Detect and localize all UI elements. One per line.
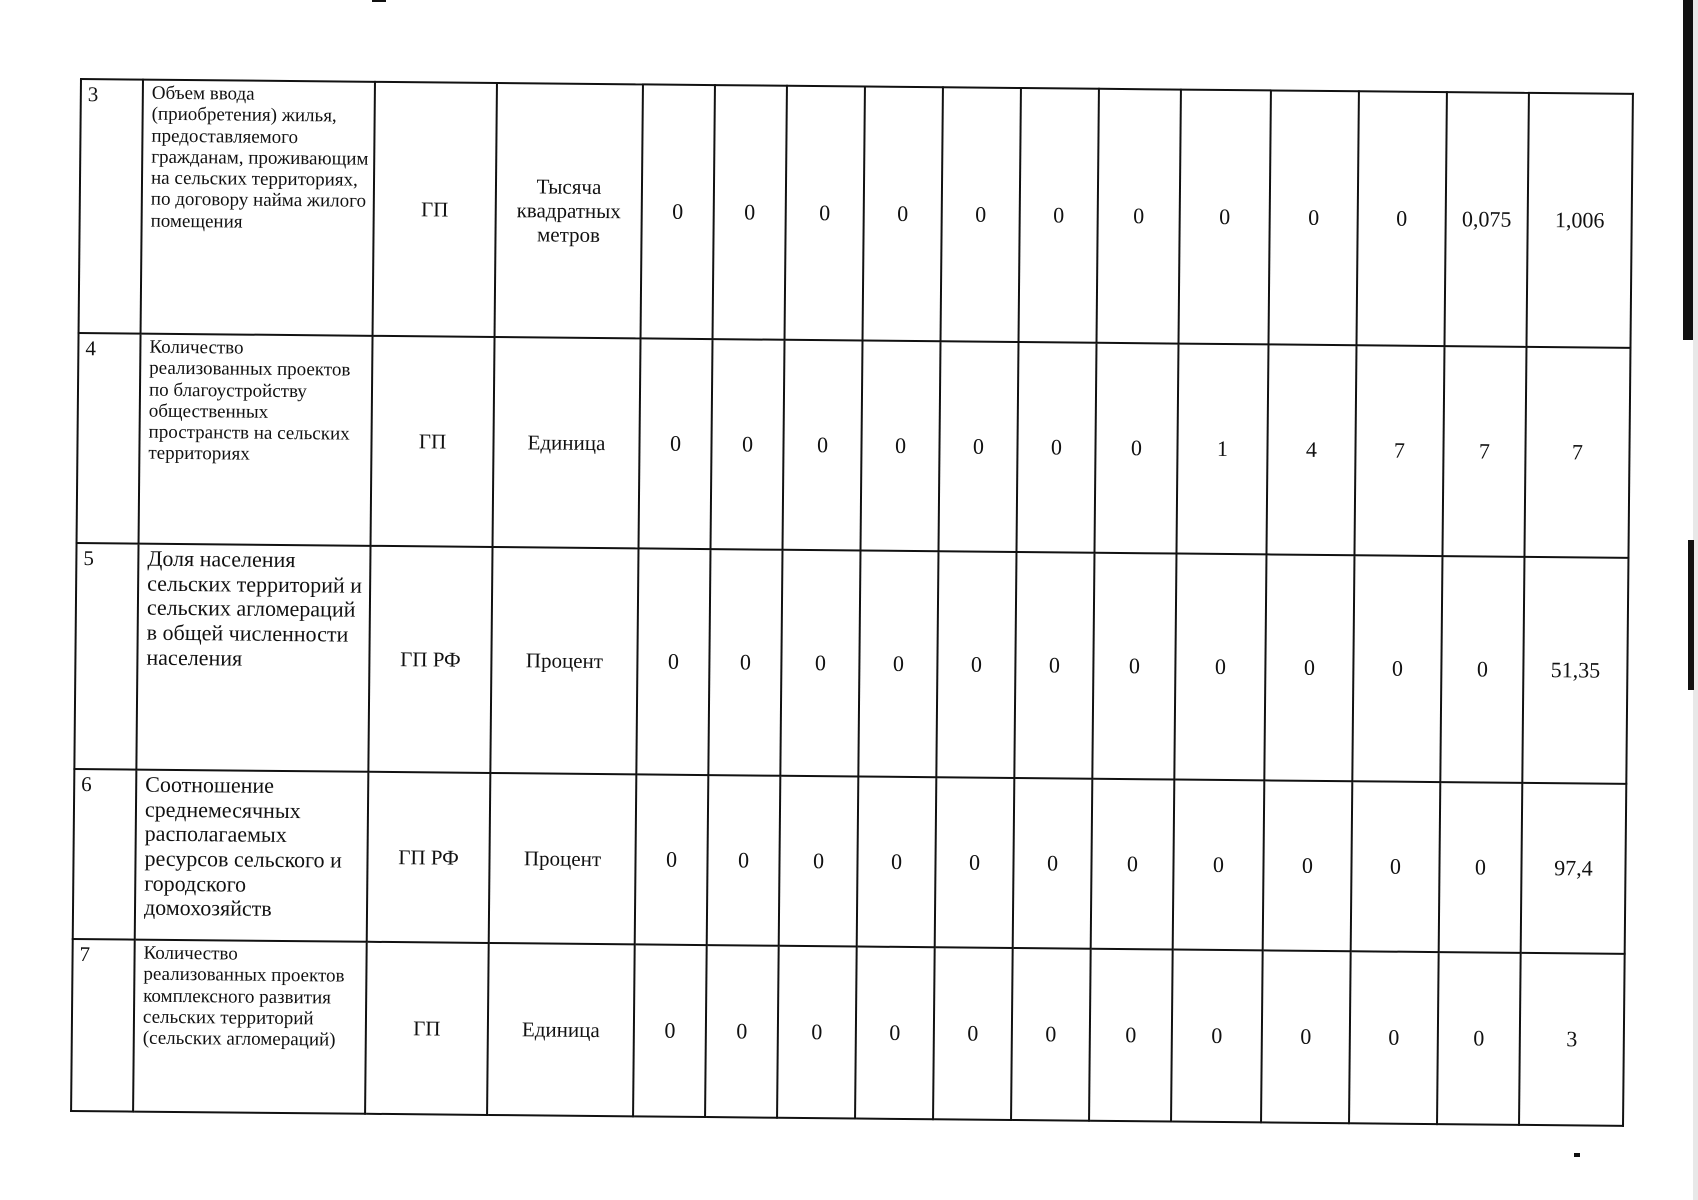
row-number: 7: [71, 939, 135, 1112]
value-cell: 7: [1524, 347, 1630, 558]
value-cell: 0: [1179, 90, 1271, 345]
indicator-unit: Процент: [489, 773, 637, 944]
value-cell: 0: [785, 86, 865, 341]
scan-edge-mark: [1688, 540, 1694, 690]
value-cell: 0: [1356, 91, 1446, 346]
value-cell: 0: [708, 549, 782, 776]
value-cell: 0: [935, 777, 1015, 948]
value-cell: 0: [635, 774, 709, 945]
value-cell: 0: [1268, 90, 1358, 345]
value-cell: 0: [941, 87, 1021, 342]
row-number: 6: [73, 769, 137, 940]
value-cell: 0: [1089, 949, 1173, 1122]
value-cell: 7: [1354, 345, 1444, 556]
table-row: [71, 939, 1625, 1126]
value-cell: 0: [1097, 89, 1181, 344]
indicator-name: Доля населения сельских территорий и сельских агломераций в общей численности населения: [136, 544, 370, 772]
scan-edge-mark: [1683, 0, 1693, 340]
indicator-unit: Тысяча квадратных метров: [495, 83, 643, 338]
value-cell: 0: [1351, 781, 1441, 952]
indicator-source: ГП РФ: [368, 546, 492, 773]
value-cell: 51,35: [1522, 557, 1628, 784]
value-cell: 0: [641, 84, 715, 339]
scan-top-mark: [372, 0, 386, 2]
value-cell: 0: [639, 338, 713, 549]
value-cell: 4: [1266, 344, 1356, 555]
value-cell: 97,4: [1521, 783, 1627, 954]
value-cell: 0: [1174, 554, 1266, 781]
value-cell: 0: [1094, 343, 1178, 554]
value-cell: 0: [783, 340, 863, 551]
table-row: [79, 79, 1633, 348]
indicator-source: ГП: [365, 942, 489, 1115]
table-row: [77, 333, 1631, 558]
indicator-unit: Единица: [493, 337, 641, 548]
value-cell: 0: [711, 339, 785, 550]
value-cell: 0: [863, 87, 943, 342]
indicator-name: Количество реализованных проектов комплексного развития сельских территорий (сельских агломераций): [133, 940, 367, 1114]
value-cell: 0: [1439, 782, 1523, 953]
value-cell: 0: [1092, 553, 1176, 780]
value-cell: 3: [1519, 953, 1625, 1126]
value-cell: 0: [1011, 948, 1091, 1121]
value-cell: 0: [1264, 554, 1354, 781]
indicator-unit: Единица: [487, 943, 635, 1116]
value-cell: 0: [858, 551, 938, 778]
value-cell: 0: [1173, 780, 1265, 951]
value-cell: 0: [1349, 951, 1439, 1124]
value-cell: 0: [713, 85, 787, 340]
value-cell: 0: [1019, 88, 1099, 343]
indicator-table-sheet: [70, 78, 1632, 1127]
value-cell: 0: [780, 550, 860, 777]
scan-dot-mark: [1574, 1153, 1580, 1157]
value-cell: 1: [1176, 344, 1268, 555]
value-cell: 0: [779, 776, 859, 947]
value-cell: 0: [777, 946, 857, 1119]
indicator-source: ГП РФ: [367, 772, 491, 943]
value-cell: 0: [636, 548, 710, 775]
value-cell: 0: [936, 551, 1016, 778]
value-cell: 0: [857, 777, 937, 948]
value-cell: 0: [1261, 950, 1351, 1123]
indicator-name: Количество реализованных проектов по благоустройству общественных пространств на сельских территориях: [139, 334, 373, 546]
value-cell: 0: [933, 947, 1013, 1120]
value-cell: 0: [1013, 778, 1093, 949]
value-cell: 0: [1016, 342, 1096, 553]
value-cell: 0: [1171, 950, 1263, 1123]
indicator-source: ГП: [373, 82, 497, 337]
value-cell: 0: [861, 341, 941, 552]
value-cell: 0: [1263, 780, 1353, 951]
indicator-table: [70, 78, 1634, 1127]
value-cell: 7: [1442, 346, 1526, 557]
value-cell: 0: [1091, 779, 1175, 950]
table-row: [73, 769, 1627, 954]
value-cell: 0: [1014, 552, 1094, 779]
indicator-unit: Процент: [490, 547, 638, 774]
row-number: 3: [79, 79, 143, 334]
indicator-source: ГП: [371, 336, 495, 547]
indicator-name: Объем ввода (приобретения) жилья, предоставляемого гражданам, проживающим на сельских территориях, по договору найма жилого помещения: [141, 80, 375, 336]
value-cell: 0: [633, 944, 707, 1117]
row-number: 4: [77, 333, 141, 544]
value-cell: 0: [1437, 952, 1521, 1125]
value-cell: 0: [1440, 556, 1524, 783]
indicator-name: Соотношение среднемесячных располагаемых ресурсов сельского и городского домохозяйств: [135, 770, 369, 942]
value-cell: 0: [705, 945, 779, 1118]
value-cell: 1,006: [1526, 93, 1632, 348]
value-cell: 0: [1352, 555, 1442, 782]
row-number: 5: [74, 543, 138, 770]
value-cell: 0: [707, 775, 781, 946]
value-cell: 0,075: [1444, 92, 1528, 347]
table-row: [74, 543, 1628, 784]
value-cell: 0: [855, 946, 935, 1119]
value-cell: 0: [938, 341, 1018, 552]
